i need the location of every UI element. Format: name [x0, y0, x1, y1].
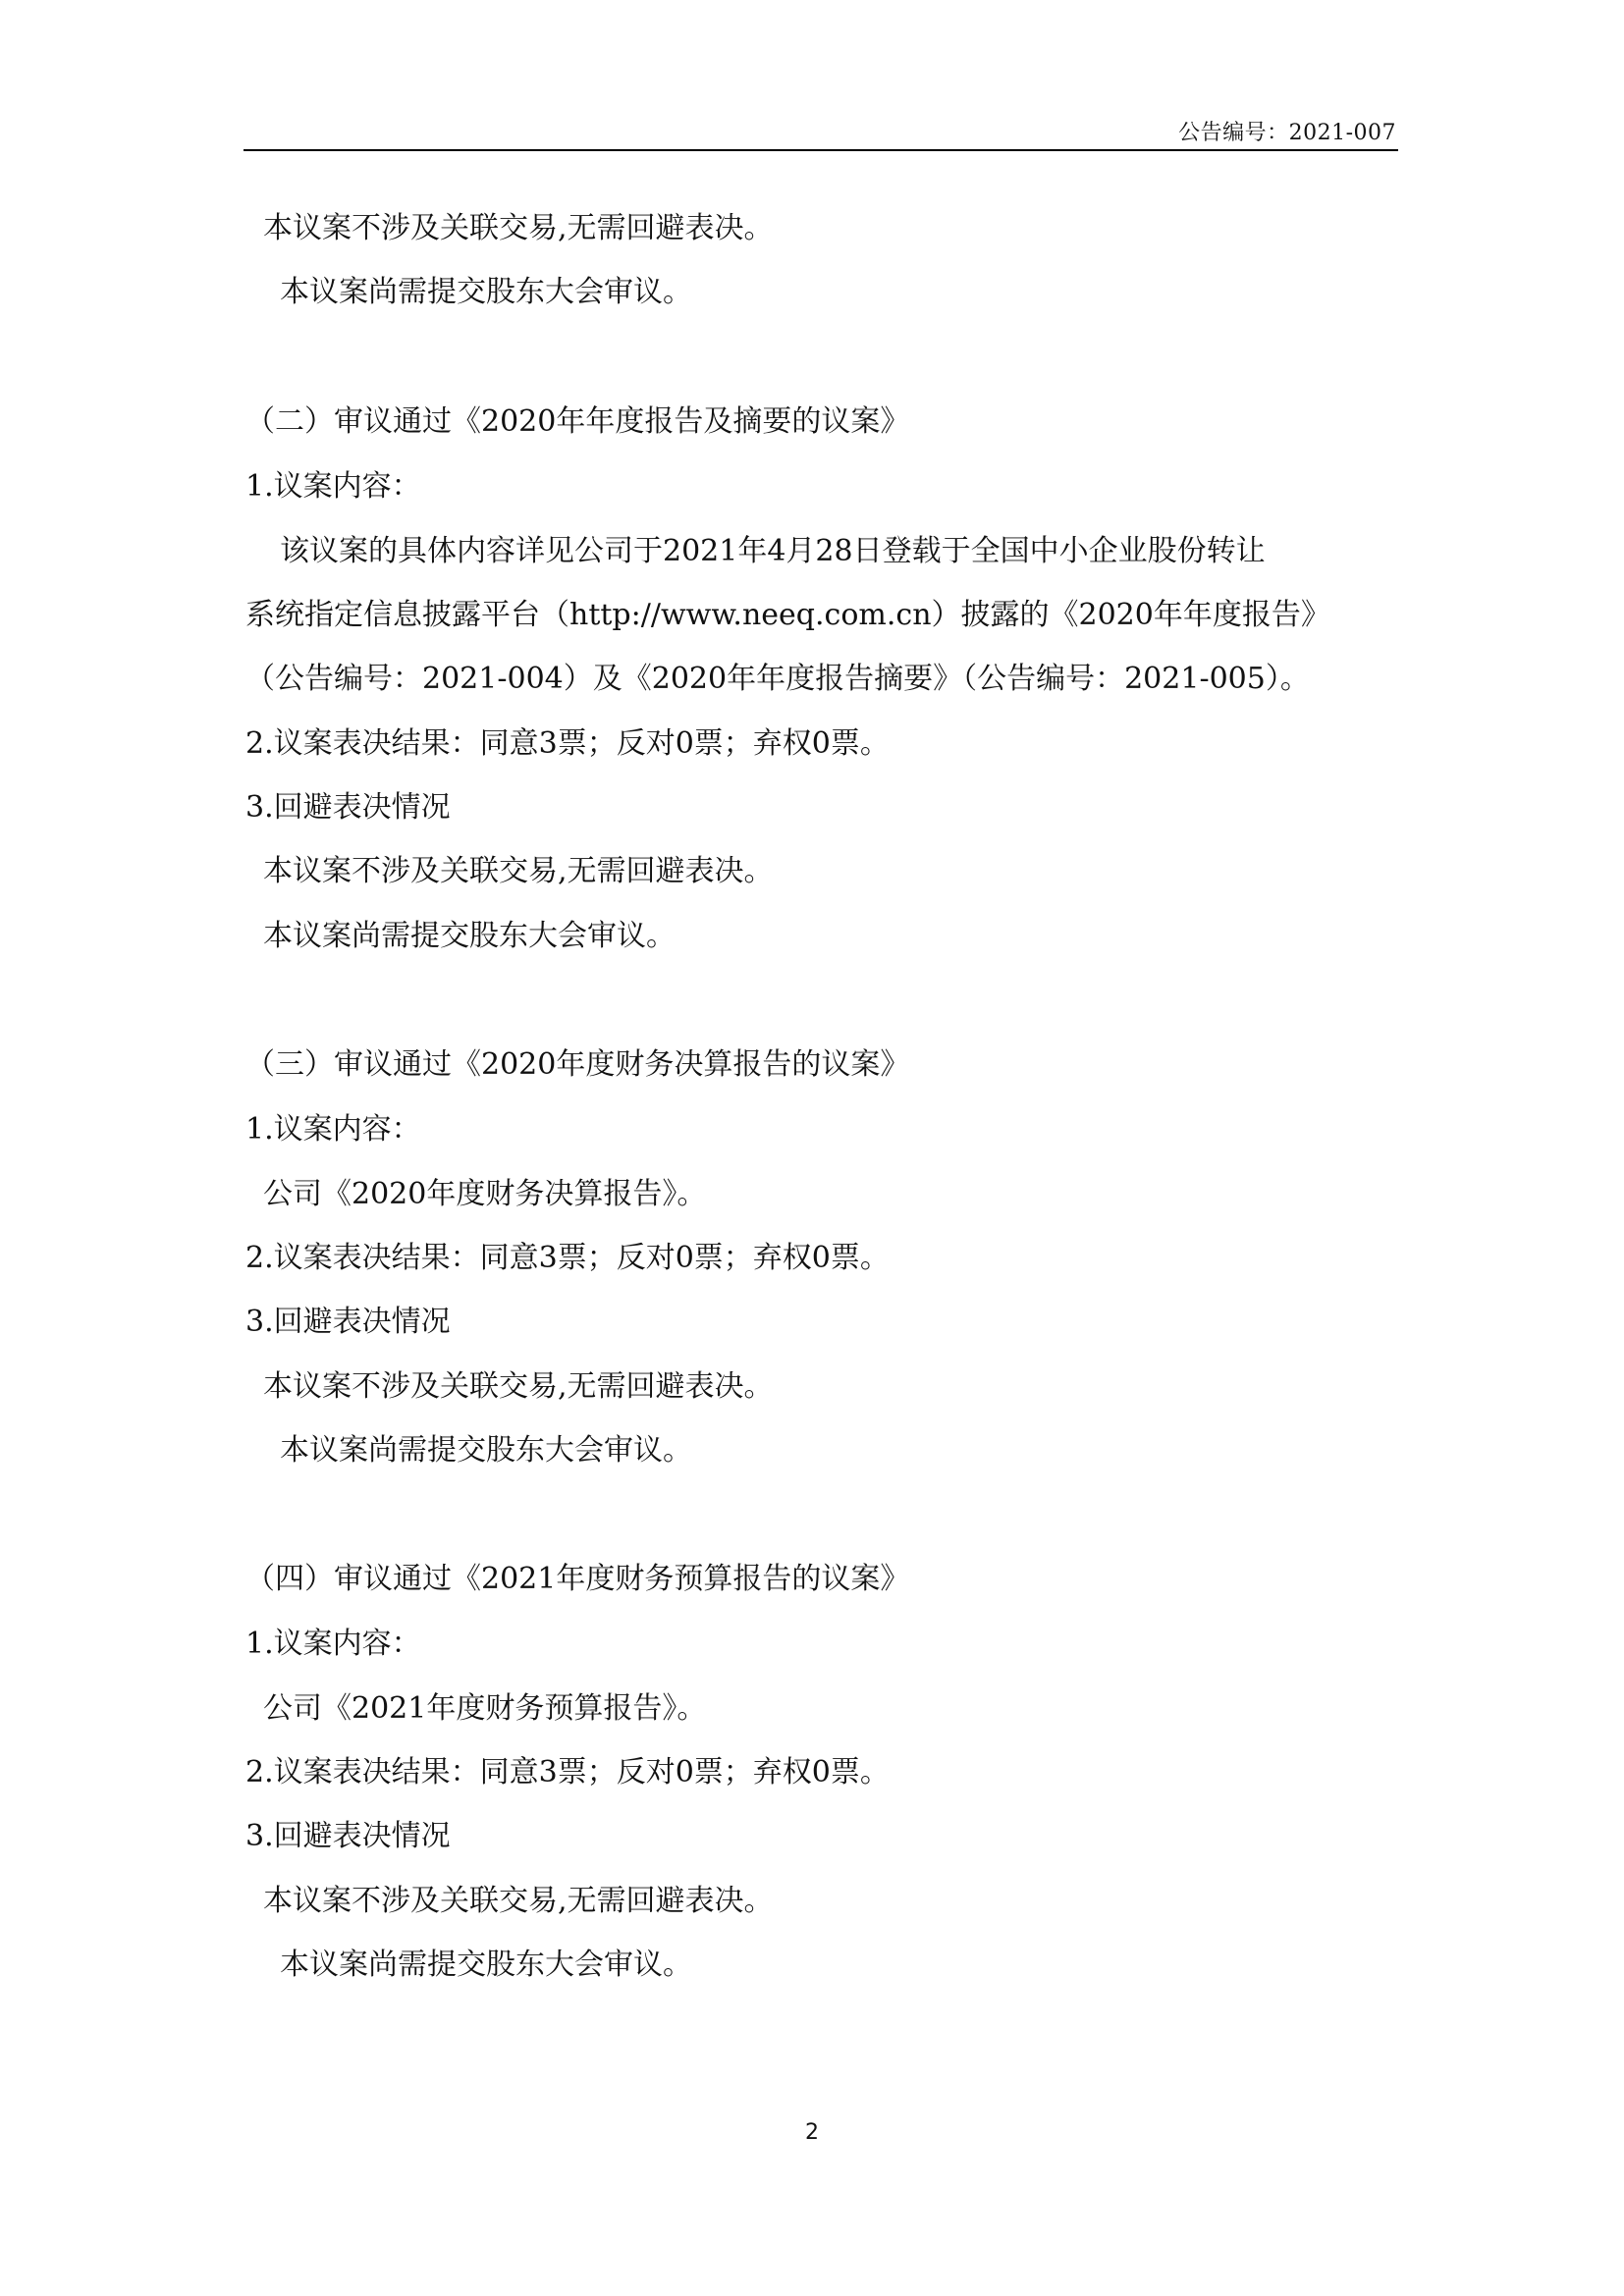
vote-result-text: 2.议案表决结果：同意3票；反对0票；弃权0票。: [245, 1241, 890, 1275]
section-heading-4: （四）审议通过《2021年度财务预算报告的议案》: [245, 1562, 910, 1596]
header-rule: [244, 149, 1398, 151]
no-related-transaction-text: 本议案不涉及关联交易,无需回避表决。: [263, 1884, 774, 1918]
header-announcement-number: 公告编号：2021-007: [1178, 121, 1396, 145]
proposal-content-text: （公告编号：2021-004）及《2020年年度报告摘要》（公告编号：2021-005）。: [245, 662, 1310, 696]
no-related-transaction-text: 本议案不涉及关联交易,无需回避表决。: [263, 1369, 774, 1404]
proposal-content-label: 1.议案内容：: [245, 469, 421, 504]
proposal-content-label: 1.议案内容：: [245, 1627, 421, 1661]
section-heading-3: （三）审议通过《2020年度财务决算报告的议案》: [245, 1047, 910, 1082]
proposal-content-text: 公司《2020年度财务决算报告》。: [263, 1177, 707, 1211]
vote-result-text: 2.议案表决结果：同意3票；反对0票；弃权0票。: [245, 1755, 890, 1789]
proposal-content-text: 该议案的具体内容详见公司于2021年4月28日登载于全国中小企业股份转让: [280, 534, 1266, 568]
no-related-transaction-text: 本议案不涉及关联交易,无需回避表决。: [263, 211, 774, 245]
shareholder-meeting-note: 本议案尚需提交股东大会审议。: [280, 1948, 692, 1982]
shareholder-meeting-note: 本议案尚需提交股东大会审议。: [280, 275, 692, 309]
recusal-heading: 3.回避表决情况: [245, 1819, 451, 1853]
recusal-heading: 3.回避表决情况: [245, 1305, 451, 1339]
section-heading-2: （二）审议通过《2020年年度报告及摘要的议案》: [245, 404, 910, 439]
proposal-content-label: 1.议案内容：: [245, 1112, 421, 1147]
shareholder-meeting-note: 本议案尚需提交股东大会审议。: [280, 1433, 692, 1468]
proposal-content-text: 系统指定信息披露平台（http://www.neeq.com.cn）披露的《2020年年度报告》: [245, 598, 1330, 632]
recusal-heading: 3.回避表决情况: [245, 790, 451, 825]
vote-result-text: 2.议案表决结果：同意3票；反对0票；弃权0票。: [245, 726, 890, 761]
no-related-transaction-text: 本议案不涉及关联交易,无需回避表决。: [263, 854, 774, 888]
page-number: 2: [805, 2120, 819, 2145]
proposal-content-text: 公司《2021年度财务预算报告》。: [263, 1691, 707, 1726]
shareholder-meeting-note: 本议案尚需提交股东大会审议。: [263, 919, 676, 953]
